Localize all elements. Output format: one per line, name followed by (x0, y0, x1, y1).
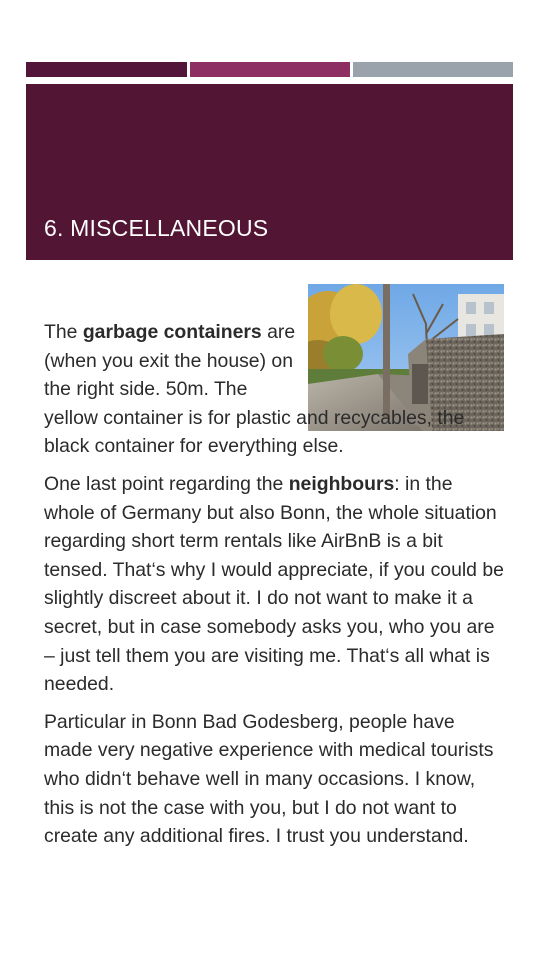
title-banner (26, 84, 513, 260)
p1-text-after: are (when you exit the house) on the right side. 50m. The yellow container is for plastic and recycables, the black container for everything else. (44, 321, 465, 458)
paragraph-bad-godesberg: Particular in Bonn Bad Godesberg, people have made very negative experience with medical tourists who didn‘t behave well in many occasions. I know, this is not the case with you, but I do not want to create any additional fires. I trust you understand. (44, 710, 494, 848)
p2-bold-neighbours: neighbours (288, 472, 395, 495)
paragraph-garbage (44, 318, 506, 461)
paragraph-neighbours (44, 470, 506, 699)
header-stripe-gray (353, 62, 513, 77)
p1-text-before: The (44, 321, 83, 343)
p2-text-before: One last point regarding the (44, 472, 289, 495)
header-stripe-magenta (190, 62, 350, 77)
body-text (44, 318, 506, 860)
photo-spacer (306, 284, 506, 397)
header-stripe-dark (26, 62, 187, 77)
slide-title: 6. MISCELLANEOUS (44, 215, 269, 241)
p1-bold-garbage-containers: garbage containers (82, 321, 262, 343)
p2-text-after: : in the whole of Germany but also Bonn, the whole situation regarding short term rentals like AirBnB is a bit tensed. That‘s why I would appreciate, if you could be slightly discreet about it. I do not want to make it a secret, but in case somebody asks you, who you are – just tell them you are visiting me. That‘s all what is needed. (44, 472, 504, 696)
